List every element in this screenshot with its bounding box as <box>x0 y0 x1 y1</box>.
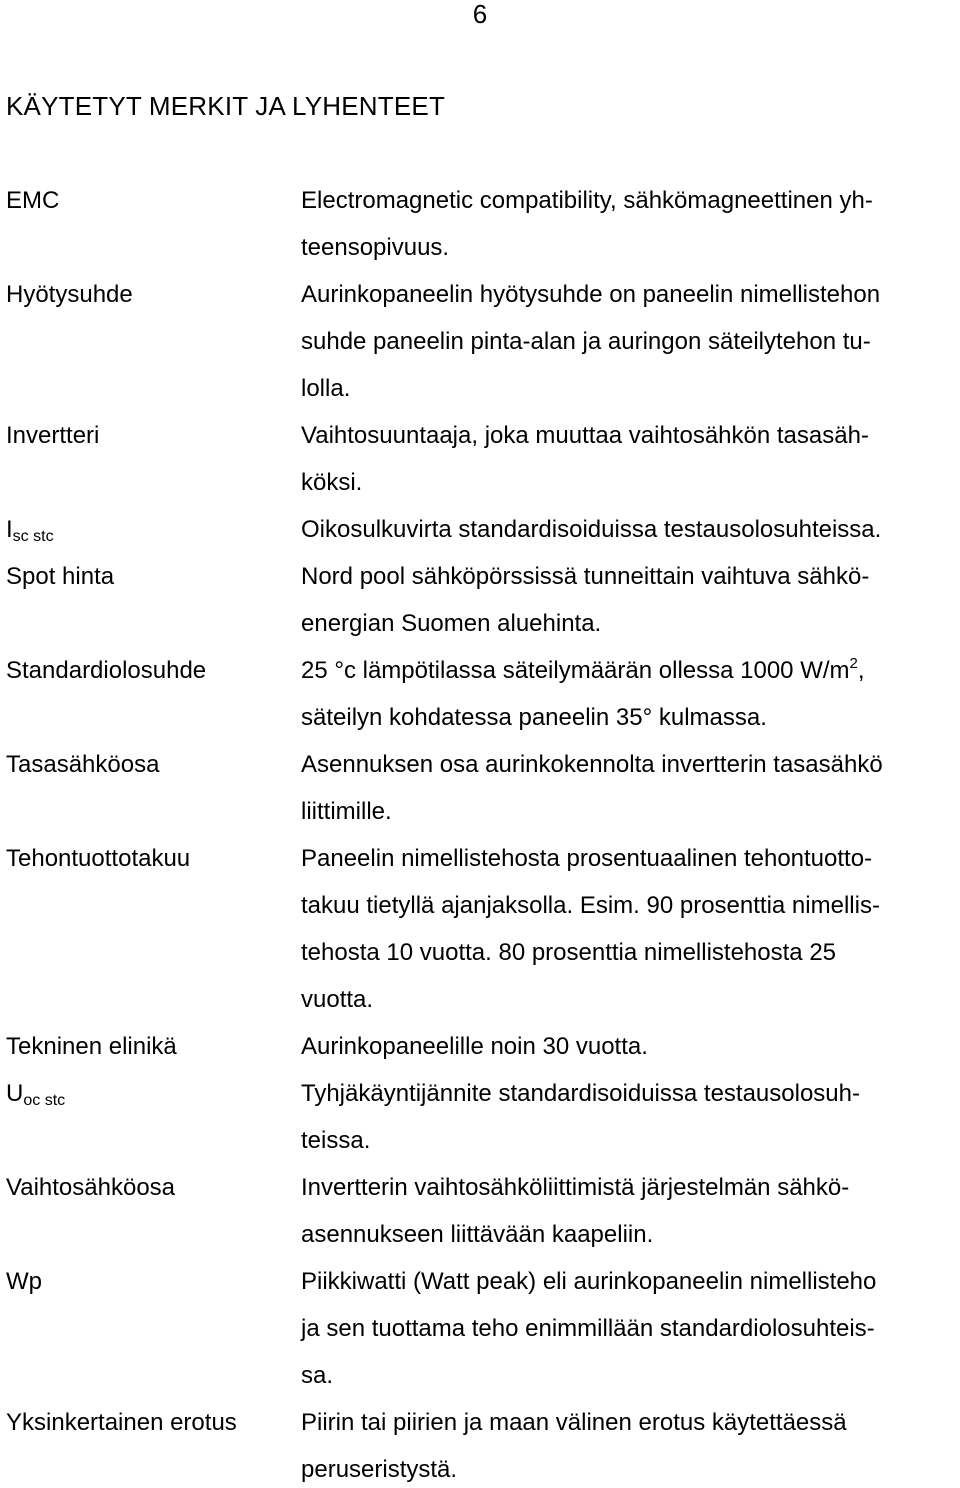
definition-line: Piikkiwatti (Watt peak) eli aurinkopaneelin nimellisteho <box>301 1268 877 1295</box>
term-wp: Wp <box>6 1268 42 1295</box>
definition-line: ja sen tuottama teho enimmillään standardiolosuhteis- <box>301 1315 875 1342</box>
definition-text: , <box>857 657 865 684</box>
definition-line: peruseristystä. <box>301 1456 458 1483</box>
definition-line: Paneelin nimellistehosta prosentuaalinen tehontuotto- <box>301 845 873 872</box>
term-vaihtosahkoosa: Vaihtosähköosa <box>6 1174 176 1201</box>
definition-line <box>301 656 865 689</box>
definition-line: vuotta. <box>301 986 374 1013</box>
definition-line: asennukseen liittävään kaapeliin. <box>301 1221 654 1248</box>
term-tekninen-elinika: Tekninen elinikä <box>6 1033 177 1060</box>
definition-line: lolla. <box>301 375 351 402</box>
superscript: 2 <box>849 655 858 672</box>
term-subscript: oc stc <box>23 1092 66 1109</box>
definition-line: Piirin tai piirien ja maan välinen erotus käytettäessä <box>301 1409 847 1436</box>
definition-line: liittimille. <box>301 798 392 825</box>
term-symbol: I <box>6 516 13 543</box>
definition-line: Vaihtosuuntaaja, joka muuttaa vaihtosähkön tasasäh- <box>301 422 869 449</box>
term-subscript: sc stc <box>12 528 54 545</box>
definition-line: Electromagnetic compatibility, sähkömagneettinen yh- <box>301 187 873 214</box>
page-number: 6 <box>472 0 488 29</box>
term-invertteri: Invertteri <box>6 422 100 449</box>
term-standardiolosuhde: Standardiolosuhde <box>6 657 207 684</box>
definition-line: energian Suomen aluehinta. <box>301 610 602 637</box>
term-symbol: U <box>6 1080 24 1107</box>
definition-line: Aurinkopaneelille noin 30 vuotta. <box>301 1033 648 1060</box>
definition-line: Invertterin vaihtosähköliittimistä järjestelmän sähkö- <box>301 1174 850 1201</box>
definition-line: Tyhjäkäyntijännite standardisoiduissa testausolosuh- <box>301 1080 860 1107</box>
term-uoc-stc <box>6 1079 65 1112</box>
definition-line: takuu tietyllä ajanjaksolla. Esim. 90 prosenttia nimellis- <box>301 892 880 919</box>
definition-line: sa. <box>301 1362 334 1389</box>
term-tehontuottotakuu: Tehontuottotakuu <box>6 845 191 872</box>
term-yksinkertainen-erotus: Yksinkertainen erotus <box>6 1409 237 1436</box>
definition-line: teissa. <box>301 1127 371 1154</box>
definition-line: Oikosulkuvirta standardisoiduissa testausolosuhteissa. <box>301 516 882 543</box>
definition-line: Nord pool sähköpörssissä tunneittain vaihtuva sähkö- <box>301 563 870 590</box>
definition-line: Asennuksen osa aurinkokennolta invertterin tasasähkö <box>301 751 883 778</box>
term-emc: EMC <box>6 187 60 214</box>
definition-line: Aurinkopaneelin hyötysuhde on paneelin nimellistehon <box>301 281 881 308</box>
term-spot-hinta: Spot hinta <box>6 563 115 590</box>
term-tasasahkoosa: Tasasähköosa <box>6 751 160 778</box>
definition-line: suhde paneelin pinta-alan ja auringon säteilytehon tu- <box>301 328 871 355</box>
definition-text: 25 °c lämpötilassa säteilymäärän ollessa 1000 W/m <box>301 657 850 684</box>
definition-line: köksi. <box>301 469 363 496</box>
definition-line: teensopivuus. <box>301 234 450 261</box>
term-isc-stc <box>6 515 54 548</box>
definition-line: säteilyn kohdatessa paneelin 35° kulmassa. <box>301 704 767 731</box>
term-hyotysuhde: Hyötysuhde <box>6 281 133 308</box>
definition-line: tehosta 10 vuotta. 80 prosenttia nimellistehosta 25 <box>301 939 837 966</box>
page-heading: KÄYTETYT MERKIT JA LYHENTEET <box>6 91 446 121</box>
